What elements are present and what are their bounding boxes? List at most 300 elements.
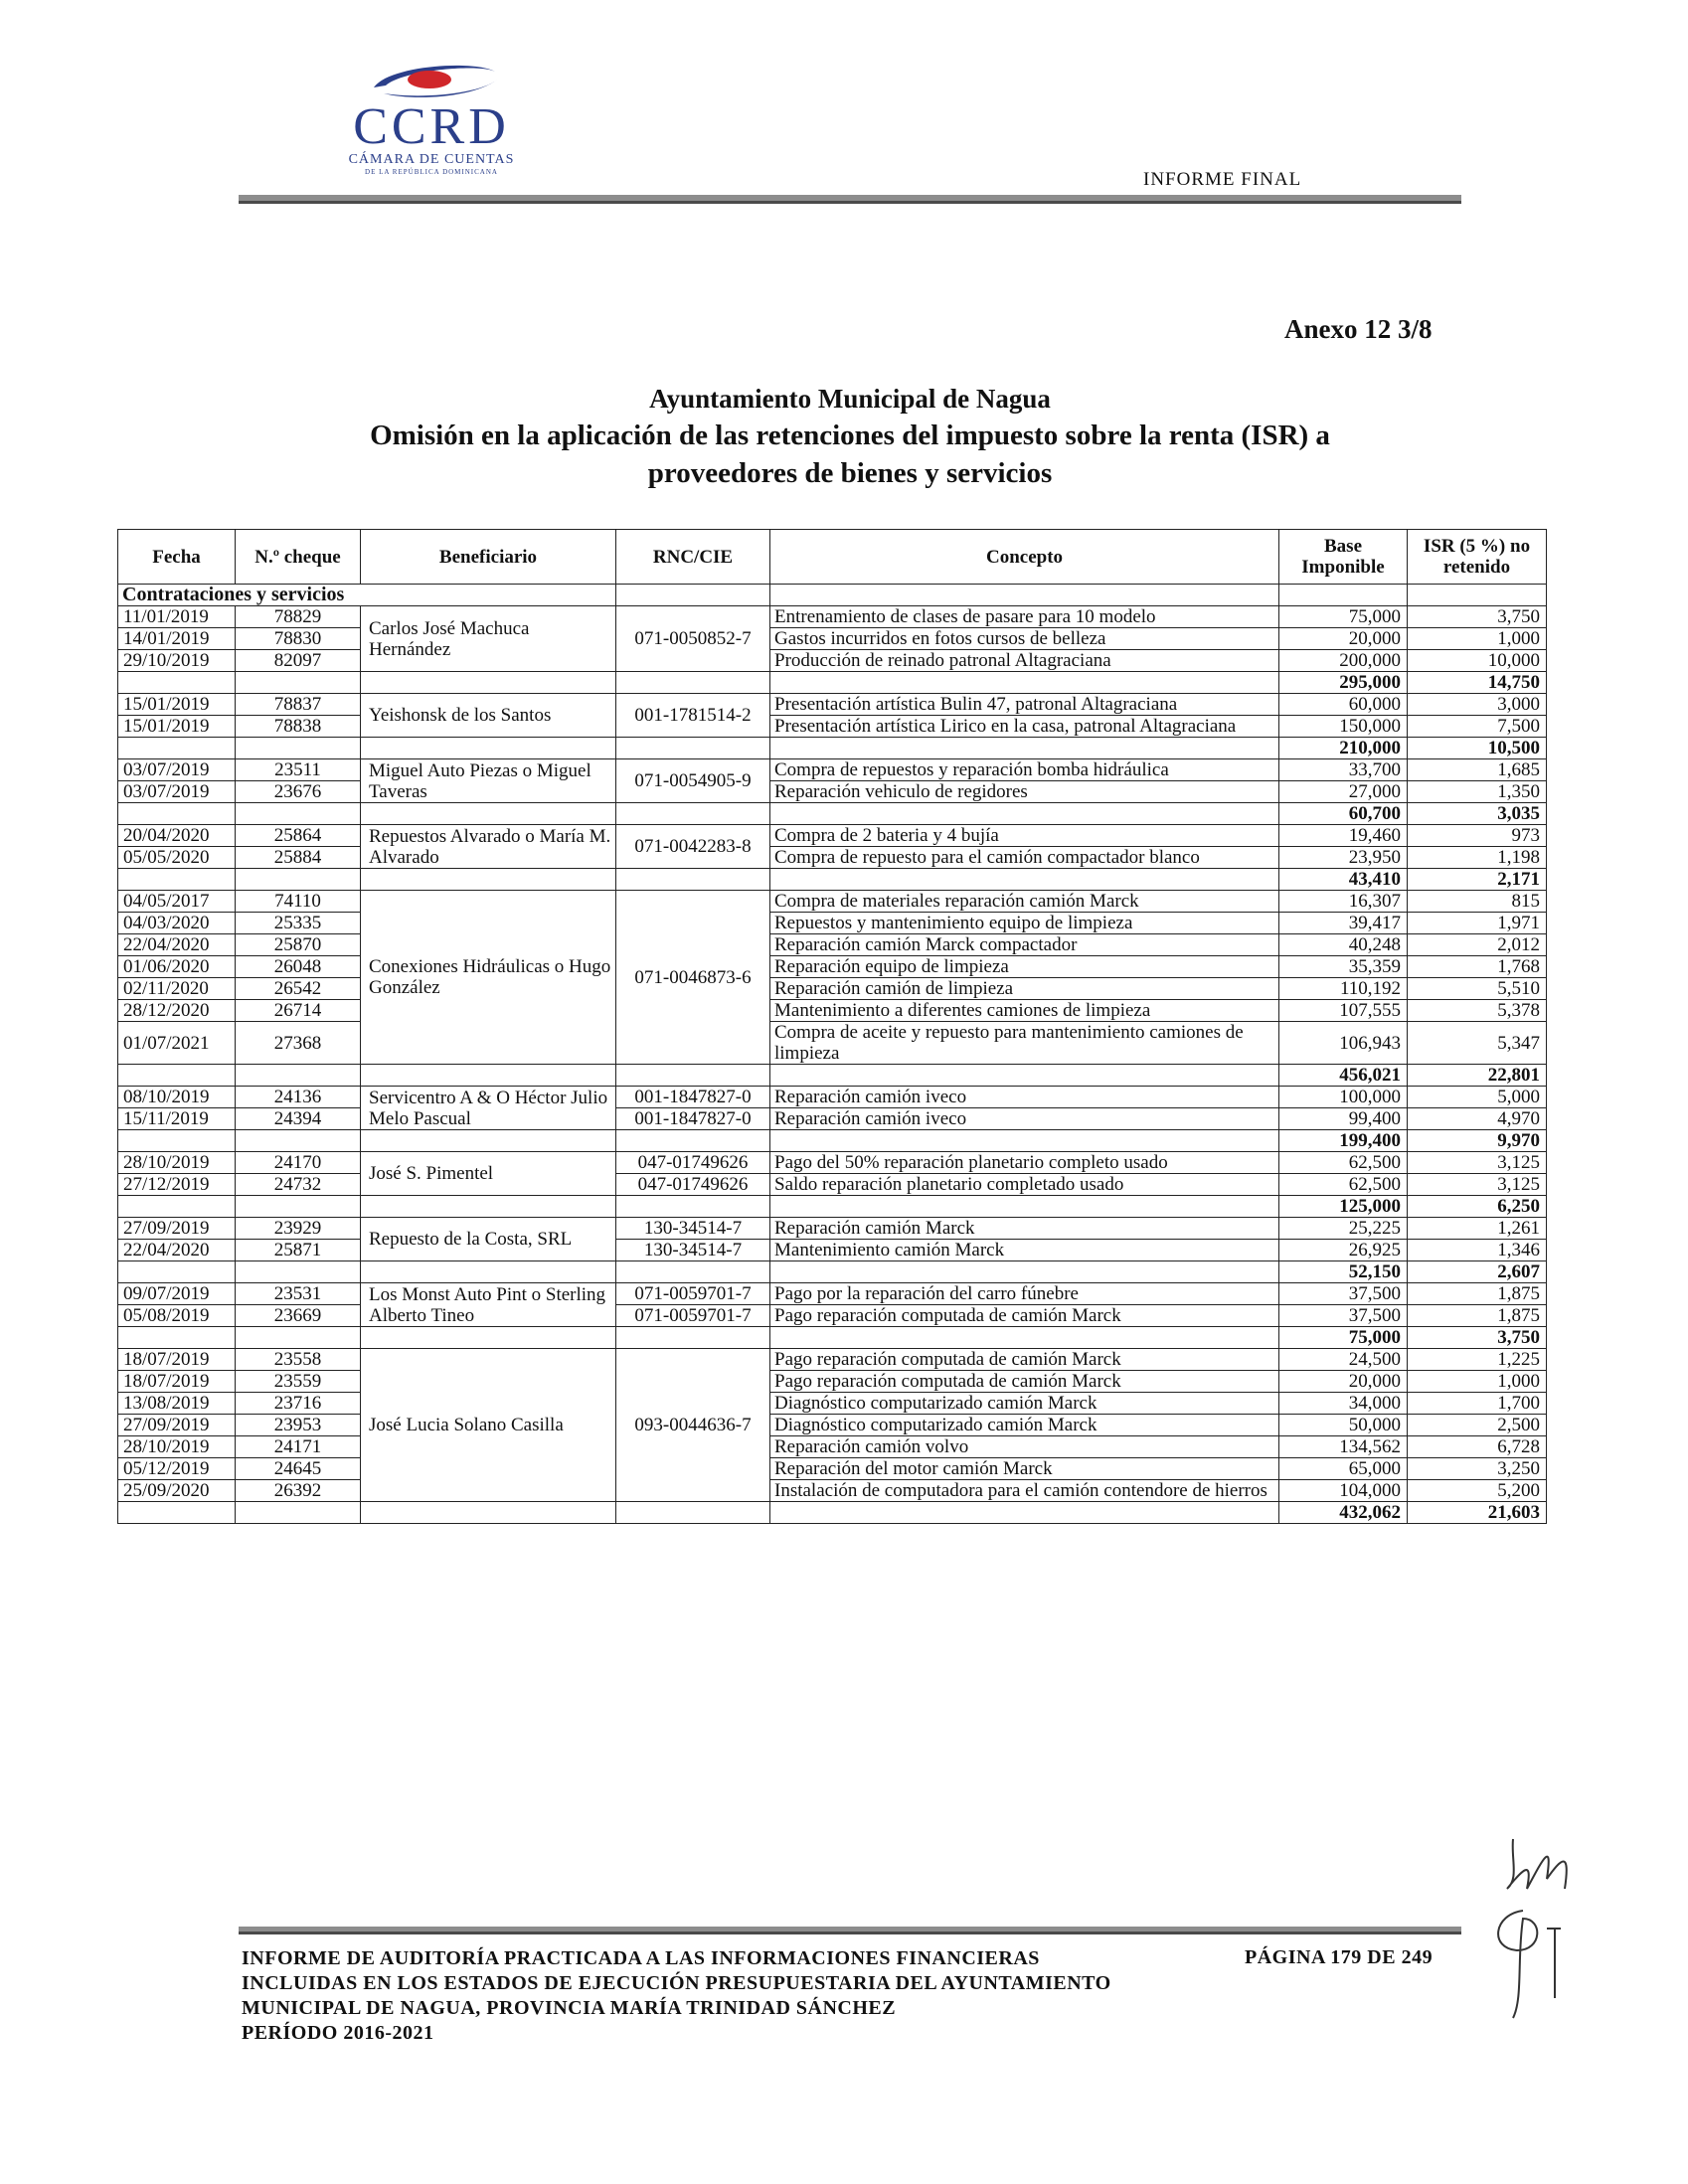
row-rnc: 071-0050852-7 [616, 606, 770, 672]
row-fecha: 01/07/2021 [118, 1022, 236, 1065]
table-header-row [118, 530, 1547, 585]
subtotal-isr: 2,171 [1408, 869, 1547, 891]
row-concepto: Entrenamiento de clases de pasare para 10 modelo [770, 606, 1279, 628]
table-row [118, 934, 1547, 956]
row-isr: 1,346 [1408, 1240, 1547, 1261]
footer-rule [239, 1927, 1461, 1934]
row-base: 27,000 [1279, 781, 1408, 803]
table-row [118, 628, 1547, 650]
subtotal-empty [770, 1196, 1279, 1218]
row-cheque: 23559 [236, 1371, 361, 1393]
row-concepto: Instalación de computadora para el camión contendore de hierros [770, 1480, 1279, 1502]
row-isr: 3,125 [1408, 1152, 1547, 1174]
row-isr: 1,000 [1408, 1371, 1547, 1393]
row-rnc: 001-1781514-2 [616, 694, 770, 738]
ccrd-emblem-icon [364, 58, 503, 103]
row-base: 40,248 [1279, 934, 1408, 956]
row-fecha: 29/10/2019 [118, 650, 236, 672]
subtotal-empty [616, 803, 770, 825]
row-base: 200,000 [1279, 650, 1408, 672]
subtotal-empty [361, 1130, 616, 1152]
subtotal-row [118, 869, 1547, 891]
table-row [118, 1152, 1547, 1174]
header-isr: ISR (5 %) no retenido [1408, 530, 1547, 585]
table-row [118, 606, 1547, 628]
title-entity: Ayuntamiento Municipal de Nagua [649, 384, 1051, 414]
row-rnc: 071-0042283-8 [616, 825, 770, 869]
subtotal-empty [236, 738, 361, 759]
row-fecha: 28/10/2019 [118, 1152, 236, 1174]
row-fecha: 27/09/2019 [118, 1218, 236, 1240]
row-cheque: 25864 [236, 825, 361, 847]
ccrd-logo [316, 58, 547, 176]
table-row [118, 1283, 1547, 1305]
row-cheque: 25870 [236, 934, 361, 956]
row-concepto: Mantenimiento camión Marck [770, 1240, 1279, 1261]
subtotal-row [118, 1196, 1547, 1218]
row-concepto: Pago reparación computada de camión Marck [770, 1305, 1279, 1327]
row-fecha: 11/01/2019 [118, 606, 236, 628]
subtotal-empty [361, 869, 616, 891]
row-isr: 1,875 [1408, 1283, 1547, 1305]
row-base: 33,700 [1279, 759, 1408, 781]
annex-label: Anexo 12 3/8 [1284, 314, 1433, 344]
subtotal-isr: 3,750 [1408, 1327, 1547, 1349]
row-base: 19,460 [1279, 825, 1408, 847]
org-subname: DE LA REPÚBLICA DOMINICANA [365, 168, 498, 176]
table-row [118, 891, 1547, 913]
section-row [118, 585, 1547, 606]
table-row [118, 978, 1547, 1000]
row-cheque: 26542 [236, 978, 361, 1000]
row-base: 62,500 [1279, 1152, 1408, 1174]
row-fecha: 14/01/2019 [118, 628, 236, 650]
row-concepto: Reparación camión Marck compactador [770, 934, 1279, 956]
row-concepto: Pago del 50% reparación planetario completo usado [770, 1152, 1279, 1174]
footer-line-4: PERÍODO 2016-2021 [242, 2022, 434, 2044]
report-label: INFORME FINAL [1143, 169, 1302, 190]
row-concepto: Reparación camión iveco [770, 1108, 1279, 1130]
row-beneficiario: José Lucia Solano Casilla [361, 1349, 616, 1502]
footer-report-title [242, 1946, 1196, 2046]
row-fecha: 13/08/2019 [118, 1393, 236, 1415]
isr-table [117, 529, 1547, 1524]
subtotal-empty [361, 1065, 616, 1087]
table-row [118, 913, 1547, 934]
table-row [118, 781, 1547, 803]
row-isr: 2,012 [1408, 934, 1547, 956]
subtotal-row [118, 1502, 1547, 1524]
page-number: PÁGINA 179 DE 249 [1245, 1946, 1434, 1968]
row-cheque: 78829 [236, 606, 361, 628]
subtotal-isr: 22,801 [1408, 1065, 1547, 1087]
row-concepto: Compra de 2 bateria y 4 bujía [770, 825, 1279, 847]
row-fecha: 03/07/2019 [118, 781, 236, 803]
subtotal-empty [616, 672, 770, 694]
row-cheque: 23953 [236, 1415, 361, 1436]
row-concepto: Compra de repuesto para el camión compactador blanco [770, 847, 1279, 869]
row-isr: 3,750 [1408, 606, 1547, 628]
subtotal-empty [361, 1502, 616, 1524]
row-fecha: 28/10/2019 [118, 1436, 236, 1458]
subtotal-empty [616, 1065, 770, 1087]
row-fecha: 28/12/2020 [118, 1000, 236, 1022]
row-cheque: 23929 [236, 1218, 361, 1240]
table-row [118, 1305, 1547, 1327]
subtotal-base: 52,150 [1279, 1261, 1408, 1283]
header-base: Base Imponible [1279, 530, 1408, 585]
header-beneficiario: Beneficiario [361, 530, 616, 585]
subtotal-empty [770, 1327, 1279, 1349]
row-concepto: Compra de repuestos y reparación bomba hidráulica [770, 759, 1279, 781]
row-rnc: 001-1847827-0 [616, 1108, 770, 1130]
row-isr: 10,000 [1408, 650, 1547, 672]
row-base: 110,192 [1279, 978, 1408, 1000]
table-row [118, 1108, 1547, 1130]
subtotal-empty [361, 672, 616, 694]
row-cheque: 24645 [236, 1458, 361, 1480]
subtotal-empty [770, 1065, 1279, 1087]
subtotal-isr: 10,500 [1408, 738, 1547, 759]
row-base: 39,417 [1279, 913, 1408, 934]
subtotal-empty [770, 803, 1279, 825]
row-base: 35,359 [1279, 956, 1408, 978]
row-isr: 5,378 [1408, 1000, 1547, 1022]
row-concepto: Producción de reinado patronal Altagraciana [770, 650, 1279, 672]
row-base: 25,225 [1279, 1218, 1408, 1240]
table-row [118, 650, 1547, 672]
row-base: 65,000 [1279, 1458, 1408, 1480]
subtotal-empty [236, 1065, 361, 1087]
subtotal-empty [236, 672, 361, 694]
org-name: CÁMARA DE CUENTAS [348, 152, 515, 167]
row-isr: 1,225 [1408, 1349, 1547, 1371]
row-concepto: Repuestos y mantenimiento equipo de limpieza [770, 913, 1279, 934]
subtotal-empty [361, 738, 616, 759]
subtotal-empty [616, 1261, 770, 1283]
row-rnc: 071-0059701-7 [616, 1283, 770, 1305]
row-fecha: 04/03/2020 [118, 913, 236, 934]
row-base: 75,000 [1279, 606, 1408, 628]
footer-line-2: INCLUIDAS EN LOS ESTADOS DE EJECUCIÓN PRESUPUESTARIA DEL AYUNTAMIENTO [242, 1972, 1111, 1994]
subtotal-empty [361, 803, 616, 825]
subtotal-base: 75,000 [1279, 1327, 1408, 1349]
subtotal-empty [118, 1327, 236, 1349]
subtotal-row [118, 738, 1547, 759]
subtotal-empty [616, 1130, 770, 1152]
row-cheque: 24170 [236, 1152, 361, 1174]
header-concepto: Concepto [770, 530, 1279, 585]
row-cheque: 25884 [236, 847, 361, 869]
subtotal-empty [118, 672, 236, 694]
table-row [118, 1240, 1547, 1261]
row-base: 26,925 [1279, 1240, 1408, 1261]
row-cheque: 25335 [236, 913, 361, 934]
table-row [118, 1022, 1547, 1065]
row-fecha: 27/12/2019 [118, 1174, 236, 1196]
row-cheque: 23716 [236, 1393, 361, 1415]
row-concepto: Compra de aceite y repuesto para mantenimiento camiones de limpieza [770, 1022, 1279, 1065]
row-concepto: Pago reparación computada de camión Marck [770, 1349, 1279, 1371]
row-beneficiario: Repuestos Alvarado o María M. Alvarado [361, 825, 616, 869]
row-beneficiario: Miguel Auto Piezas o Miguel Taveras [361, 759, 616, 803]
row-isr: 5,510 [1408, 978, 1547, 1000]
row-beneficiario: Yeishonsk de los Santos [361, 694, 616, 738]
footer-line-3: MUNICIPAL DE NAGUA, PROVINCIA MARÍA TRINIDAD SÁNCHEZ [242, 1997, 897, 2019]
title-line-3: proveedores de bienes y servicios [647, 457, 1053, 489]
row-base: 24,500 [1279, 1349, 1408, 1371]
row-beneficiario: José S. Pimentel [361, 1152, 616, 1196]
row-isr: 6,728 [1408, 1436, 1547, 1458]
subtotal-empty [770, 1502, 1279, 1524]
row-rnc: 047-01749626 [616, 1152, 770, 1174]
row-base: 100,000 [1279, 1087, 1408, 1108]
row-fecha: 08/10/2019 [118, 1087, 236, 1108]
table-row [118, 1371, 1547, 1393]
row-rnc: 047-01749626 [616, 1174, 770, 1196]
subtotal-empty [616, 1502, 770, 1524]
row-fecha: 04/05/2017 [118, 891, 236, 913]
row-isr: 5,347 [1408, 1022, 1547, 1065]
row-cheque: 26392 [236, 1480, 361, 1502]
subtotal-empty [118, 1196, 236, 1218]
section-label: Contrataciones y servicios [118, 585, 616, 606]
subtotal-empty [361, 1196, 616, 1218]
row-cheque: 82097 [236, 650, 361, 672]
subtotal-base: 43,410 [1279, 869, 1408, 891]
subtotal-empty [118, 1130, 236, 1152]
row-isr: 3,250 [1408, 1458, 1547, 1480]
row-cheque: 78837 [236, 694, 361, 716]
row-isr: 5,200 [1408, 1480, 1547, 1502]
subtotal-empty [770, 869, 1279, 891]
row-rnc: 071-0059701-7 [616, 1305, 770, 1327]
row-cheque: 74110 [236, 891, 361, 913]
row-fecha: 15/11/2019 [118, 1108, 236, 1130]
row-isr: 815 [1408, 891, 1547, 913]
subtotal-empty [616, 869, 770, 891]
row-concepto: Pago por la reparación del carro fúnebre [770, 1283, 1279, 1305]
row-isr: 1,261 [1408, 1218, 1547, 1240]
row-fecha: 15/01/2019 [118, 694, 236, 716]
row-beneficiario: Conexiones Hidráulicas o Hugo González [361, 891, 616, 1065]
table-row [118, 716, 1547, 738]
table-row [118, 1218, 1547, 1240]
header-fecha: Fecha [118, 530, 236, 585]
subtotal-base: 125,000 [1279, 1196, 1408, 1218]
row-isr: 1,700 [1408, 1393, 1547, 1415]
row-isr: 4,970 [1408, 1108, 1547, 1130]
row-concepto: Saldo reparación planetario completado usado [770, 1174, 1279, 1196]
row-cheque: 27368 [236, 1022, 361, 1065]
row-base: 104,000 [1279, 1480, 1408, 1502]
header-rnc: RNC/CIE [616, 530, 770, 585]
row-base: 60,000 [1279, 694, 1408, 716]
subtotal-empty [770, 1261, 1279, 1283]
subtotal-base: 295,000 [1279, 672, 1408, 694]
subtotal-isr: 3,035 [1408, 803, 1547, 825]
row-isr: 7,500 [1408, 716, 1547, 738]
subtotal-row [118, 1130, 1547, 1152]
row-fecha: 05/08/2019 [118, 1305, 236, 1327]
row-base: 134,562 [1279, 1436, 1408, 1458]
subtotal-empty [616, 1327, 770, 1349]
row-cheque: 23531 [236, 1283, 361, 1305]
subtotal-empty [236, 869, 361, 891]
subtotal-empty [236, 1196, 361, 1218]
subtotal-base: 456,021 [1279, 1065, 1408, 1087]
row-concepto: Compra de materiales reparación camión Marck [770, 891, 1279, 913]
row-base: 34,000 [1279, 1393, 1408, 1415]
row-isr: 1,350 [1408, 781, 1547, 803]
table-row [118, 956, 1547, 978]
subtotal-empty [770, 1130, 1279, 1152]
row-cheque: 24136 [236, 1087, 361, 1108]
table-row [118, 694, 1547, 716]
row-base: 20,000 [1279, 1371, 1408, 1393]
row-base: 37,500 [1279, 1305, 1408, 1327]
subtotal-row [118, 1327, 1547, 1349]
subtotal-base: 60,700 [1279, 803, 1408, 825]
header-cheque: N.º cheque [236, 530, 361, 585]
row-cheque: 24171 [236, 1436, 361, 1458]
row-fecha: 05/12/2019 [118, 1458, 236, 1480]
row-isr: 1,198 [1408, 847, 1547, 869]
org-abbrev: CCRD [353, 98, 510, 155]
subtotal-empty [361, 1261, 616, 1283]
subtotal-row [118, 672, 1547, 694]
subtotal-isr: 21,603 [1408, 1502, 1547, 1524]
handwritten-signature [1483, 1819, 1583, 2043]
header-rule [239, 195, 1461, 204]
row-base: 50,000 [1279, 1415, 1408, 1436]
row-isr: 5,000 [1408, 1087, 1547, 1108]
subtotal-isr: 6,250 [1408, 1196, 1547, 1218]
row-cheque: 24732 [236, 1174, 361, 1196]
row-fecha: 01/06/2020 [118, 956, 236, 978]
row-base: 62,500 [1279, 1174, 1408, 1196]
subtotal-empty [118, 1502, 236, 1524]
subtotal-empty [118, 869, 236, 891]
row-fecha: 18/07/2019 [118, 1349, 236, 1371]
row-base: 37,500 [1279, 1283, 1408, 1305]
row-concepto: Gastos incurridos en fotos cursos de belleza [770, 628, 1279, 650]
subtotal-empty [236, 1261, 361, 1283]
row-fecha: 05/05/2020 [118, 847, 236, 869]
footer-line-1: INFORME DE AUDITORÍA PRACTICADA A LAS INFORMACIONES FINANCIERAS [242, 1947, 1040, 1969]
subtotal-row [118, 803, 1547, 825]
table-row [118, 1415, 1547, 1436]
subtotal-isr: 9,970 [1408, 1130, 1547, 1152]
table-row [118, 1393, 1547, 1415]
row-cheque: 23669 [236, 1305, 361, 1327]
row-cheque: 23676 [236, 781, 361, 803]
subtotal-isr: 2,607 [1408, 1261, 1547, 1283]
row-fecha: 25/09/2020 [118, 1480, 236, 1502]
subtotal-empty [616, 738, 770, 759]
row-fecha: 02/11/2020 [118, 978, 236, 1000]
row-cheque: 78838 [236, 716, 361, 738]
row-base: 20,000 [1279, 628, 1408, 650]
row-fecha: 18/07/2019 [118, 1371, 236, 1393]
row-concepto: Reparación del motor camión Marck [770, 1458, 1279, 1480]
table-row [118, 847, 1547, 869]
table-row [118, 1480, 1547, 1502]
subtotal-empty [236, 1327, 361, 1349]
subtotal-isr: 14,750 [1408, 672, 1547, 694]
row-cheque: 25871 [236, 1240, 361, 1261]
subtotal-empty [118, 1261, 236, 1283]
row-concepto: Reparación camión de limpieza [770, 978, 1279, 1000]
row-cheque: 24394 [236, 1108, 361, 1130]
table-row [118, 1349, 1547, 1371]
row-beneficiario: Los Monst Auto Pint o Sterling Alberto Tineo [361, 1283, 616, 1327]
row-rnc: 071-0054905-9 [616, 759, 770, 803]
row-isr: 3,000 [1408, 694, 1547, 716]
table-body [118, 585, 1547, 1524]
table-row [118, 1436, 1547, 1458]
row-base: 107,555 [1279, 1000, 1408, 1022]
subtotal-row [118, 1065, 1547, 1087]
row-base: 106,943 [1279, 1022, 1408, 1065]
row-isr: 2,500 [1408, 1415, 1547, 1436]
row-isr: 1,875 [1408, 1305, 1547, 1327]
subtotal-row [118, 1261, 1547, 1283]
row-cheque: 26714 [236, 1000, 361, 1022]
subtotal-empty [770, 738, 1279, 759]
row-isr: 1,000 [1408, 628, 1547, 650]
subtotal-empty [118, 803, 236, 825]
row-fecha: 09/07/2019 [118, 1283, 236, 1305]
title-line-2: Omisión en la aplicación de las retenciones del impuesto sobre la renta (ISR) a [370, 420, 1330, 451]
row-concepto: Pago reparación computada de camión Marck [770, 1371, 1279, 1393]
row-fecha: 27/09/2019 [118, 1415, 236, 1436]
row-fecha: 20/04/2020 [118, 825, 236, 847]
table-row [118, 1458, 1547, 1480]
subtotal-empty [236, 803, 361, 825]
row-rnc: 093-0044636-7 [616, 1349, 770, 1502]
row-isr: 1,768 [1408, 956, 1547, 978]
row-rnc: 130-34514-7 [616, 1218, 770, 1240]
row-fecha: 03/07/2019 [118, 759, 236, 781]
table-row [118, 1174, 1547, 1196]
row-isr: 3,125 [1408, 1174, 1547, 1196]
subtotal-empty [770, 672, 1279, 694]
row-concepto: Presentación artística Bulin 47, patronal Altagraciana [770, 694, 1279, 716]
row-base: 150,000 [1279, 716, 1408, 738]
row-concepto: Reparación vehiculo de regidores [770, 781, 1279, 803]
subtotal-empty [236, 1502, 361, 1524]
row-concepto: Reparación camión Marck [770, 1218, 1279, 1240]
row-beneficiario: Carlos José Machuca Hernández [361, 606, 616, 672]
subtotal-empty [616, 1196, 770, 1218]
row-concepto: Reparación equipo de limpieza [770, 956, 1279, 978]
row-cheque: 78830 [236, 628, 361, 650]
row-base: 23,950 [1279, 847, 1408, 869]
row-concepto: Diagnóstico computarizado camión Marck [770, 1393, 1279, 1415]
subtotal-base: 199,400 [1279, 1130, 1408, 1152]
row-base: 16,307 [1279, 891, 1408, 913]
row-base: 99,400 [1279, 1108, 1408, 1130]
row-isr: 1,971 [1408, 913, 1547, 934]
row-rnc: 130-34514-7 [616, 1240, 770, 1261]
row-fecha: 15/01/2019 [118, 716, 236, 738]
row-rnc: 071-0046873-6 [616, 891, 770, 1065]
row-concepto: Diagnóstico computarizado camión Marck [770, 1415, 1279, 1436]
row-concepto: Mantenimiento a diferentes camiones de limpieza [770, 1000, 1279, 1022]
row-isr: 1,685 [1408, 759, 1547, 781]
table-row [118, 825, 1547, 847]
